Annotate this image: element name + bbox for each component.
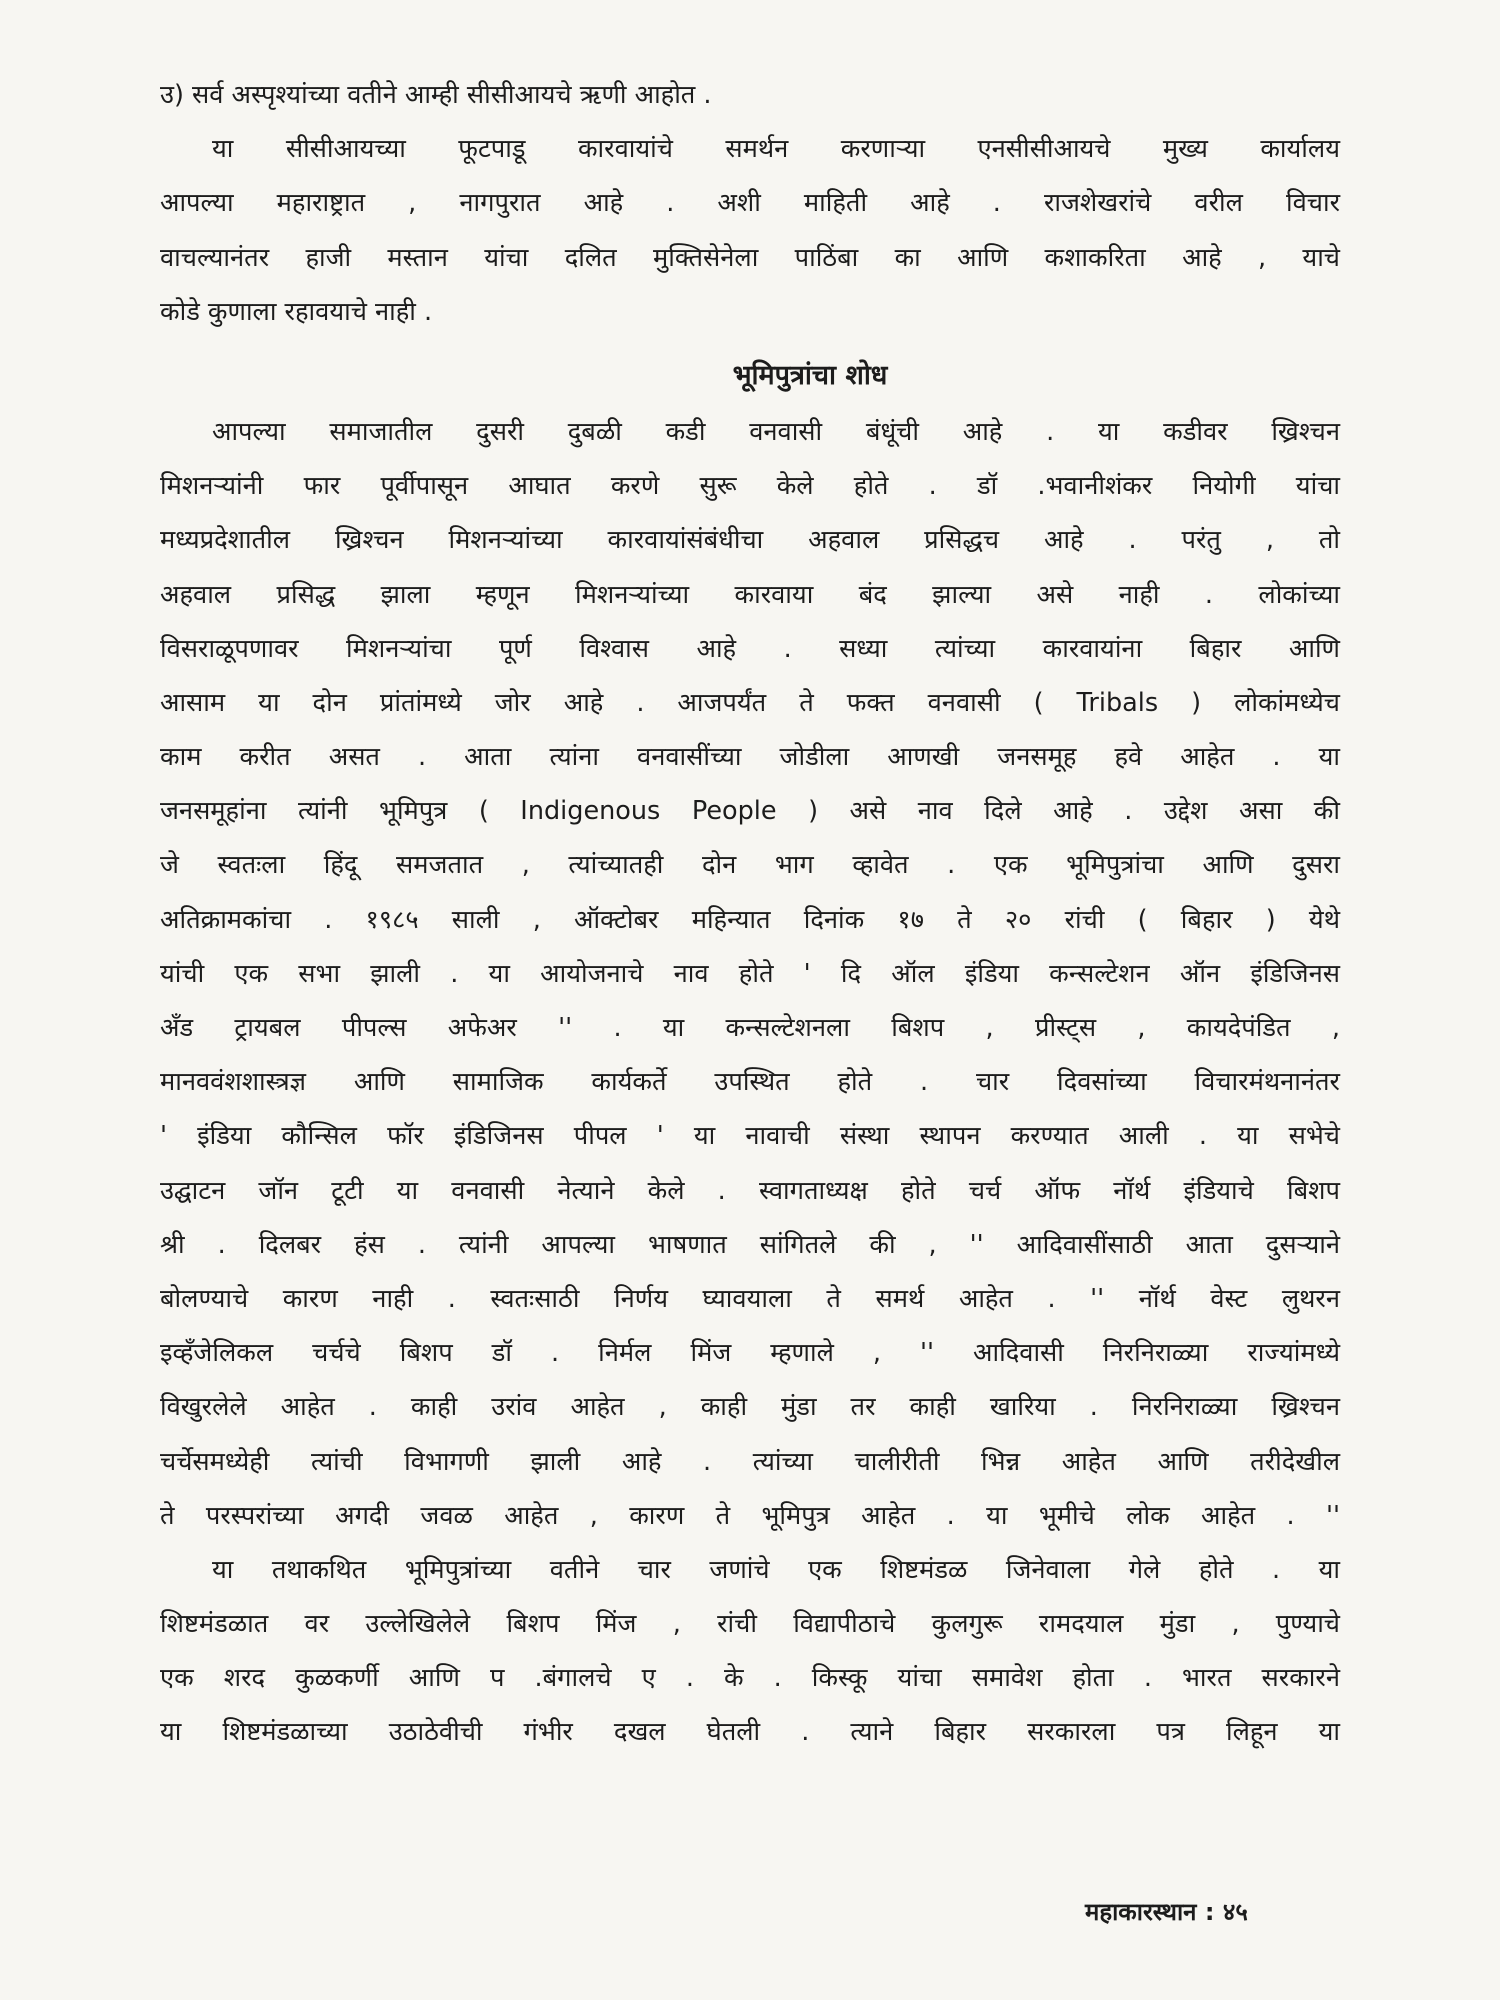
paragraph xyxy=(160,1543,1340,1760)
text-line: मिशनऱ्यांनी फार पूर्वीपासून आघात करणे सुरू केले होते . डॉ .भवानीशंकर नियोगी यांचा xyxy=(160,471,1340,502)
text-line: आसाम या दोन प्रांतांमध्ये जोर आहे . आजपर्यंत ते फक्त वनवासी ( Tribals ) लोकांमध्येच xyxy=(160,687,1340,718)
text-line: कोडे कुणाला रहावयाचे नाही . xyxy=(160,296,433,327)
text-line: उद्घाटन जॉन टूटी या वनवासी नेत्याने केले . स्वागताध्यक्ष होते चर्च ऑफ नॉर्थ इंडियाचे बिशप xyxy=(160,1175,1340,1206)
text-line: काम करीत असत . आता त्यांना वनवासींच्या जोडीला आणखी जनसमूह हवे आहेत . या xyxy=(160,742,1340,773)
text-line: या तथाकथित भूमिपुत्रांच्या वतीने चार जणांचे एक शिष्टमंडळ जिनेवाला गेले होते . या xyxy=(212,1554,1340,1585)
text-line: वाचल्यानंतर हाजी मस्तान यांचा दलित मुक्तिसेनेला पाठिंबा का आणि कशाकरिता आहे , याचे xyxy=(160,242,1340,273)
page-footer xyxy=(1085,1895,1248,1928)
page-number: ४५ xyxy=(1222,1898,1248,1926)
footer-separator: : xyxy=(1204,1898,1215,1926)
text-line: बोलण्याचे कारण नाही . स्वतःसाठी निर्णय घ्यावयाला ते समर्थ आहेत . '' नॉर्थ वेस्ट लुथरन xyxy=(160,1283,1340,1314)
text-line: विसराळूपणावर मिशनऱ्यांचा पूर्ण विश्वास आहे . सध्या त्यांच्या कारवायांना बिहार आणि xyxy=(160,633,1340,664)
text-line: उ) सर्व अस्पृश्यांच्या वतीने आम्ही सीसीआयचे ऋणी आहोत . xyxy=(160,80,712,110)
text-line: या शिष्टमंडळाच्या उठाठेवीची गंभीर दखल घेतली . त्याने बिहार सरकारला पत्र लिहून या xyxy=(160,1717,1340,1748)
text-line: चर्चेसमध्येही त्यांची विभागणी झाली आहे . त्यांच्या चालीरीती भिन्न आहेत आणि तरीदेखील xyxy=(160,1446,1340,1477)
page-body xyxy=(160,68,1340,1760)
paragraph xyxy=(160,122,1340,339)
text-line: अँड ट्रायबल पीपल्स अफेअर '' . या कन्सल्टेशनला बिशप , प्रीस्ट्स , कायदेपंडित , xyxy=(160,1013,1340,1043)
text-line: शिष्टमंडळात वर उल्लेखिलेले बिशप मिंज , रांची विद्यापीठाचे कुलगुरू रामदयाल मुंडा , पुण्याचे xyxy=(160,1609,1340,1640)
text-line: जनसमूहांना त्यांनी भूमिपुत्र ( Indigenous People ) असे नाव दिले आहे . उद्देश असा की xyxy=(160,796,1340,827)
text-line: मध्यप्रदेशातील ख्रिश्चन मिशनऱ्यांच्या कारवायांसंबंधीचा अहवाल प्रसिद्धच आहे . परंतु , तो xyxy=(160,525,1341,556)
text-line: अतिक्रामकांचा . १९८५ साली , ऑक्टोबर महिन्यात दिनांक १७ ते २० रांची ( बिहार ) येथे xyxy=(160,904,1340,935)
text-line: इव्हँजेलिकल चर्चचे बिशप डॉ . निर्मल मिंज म्हणाले , '' आदिवासी निरनिराळ्या राज्यांमध्ये xyxy=(160,1338,1340,1369)
text-line: एक शरद कुळकर्णी आणि प .बंगालचे ए . के . किस्कू यांचा समावेश होता . भारत सरकारने xyxy=(160,1663,1340,1694)
text-line: जे स्वतःला हिंदू समजतात , त्यांच्यातही दोन भाग व्हावेत . एक भूमिपुत्रांचा आणि दुसरा xyxy=(160,850,1340,881)
text-line: आपल्या महाराष्ट्रात , नागपुरात आहे . अशी माहिती आहे . राजशेखरांचे वरील विचार xyxy=(160,188,1340,219)
text-line: विखुरलेले आहेत . काही उरांव आहेत , काही मुंडा तर काही खारिया . निरनिराळ्या ख्रिश्चन xyxy=(160,1392,1340,1423)
text-line: मानववंशशास्त्रज्ञ आणि सामाजिक कार्यकर्ते उपस्थित होते . चार दिवसांच्या विचारमंथनानंतर xyxy=(160,1067,1340,1098)
text-line: आपल्या समाजातील दुसरी दुबळी कडी वनवासी बंधूंची आहे . या कडीवर ख्रिश्चन xyxy=(212,416,1340,447)
text-line: यांची एक सभा झाली . या आयोजनाचे नाव होते ' दि ऑल इंडिया कन्सल्टेशन ऑन इंडिजिनस xyxy=(160,958,1340,989)
text-line: ते परस्परांच्या अगदी जवळ आहेत , कारण ते भूमिपुत्र आहेत . या भूमीचे लोक आहेत . '' xyxy=(160,1500,1340,1531)
text-line: श्री . दिलबर हंस . त्यांनी आपल्या भाषणात सांगितले की , '' आदिवासींसाठी आता दुसऱ्याने xyxy=(160,1229,1340,1260)
text-line: ' इंडिया कौन्सिल फॉर इंडिजिनस पीपल ' या नावाची संस्था स्थापन करण्यात आली . या सभेचे xyxy=(160,1121,1340,1152)
paragraph xyxy=(160,405,1340,1543)
book-title: महाकारस्थान xyxy=(1085,1898,1197,1926)
section-heading: भूमिपुत्रांचा शोध xyxy=(732,359,888,391)
text-line: अहवाल प्रसिद्ध झाला म्हणून मिशनऱ्यांच्या कारवाया बंद झाल्या असे नाही . लोकांच्या xyxy=(160,579,1340,610)
text-line: या सीसीआयच्या फूटपाडू कारवायांचे समर्थन करणाऱ्या एनसीसीआयचे मुख्य कार्यालय xyxy=(212,134,1340,165)
